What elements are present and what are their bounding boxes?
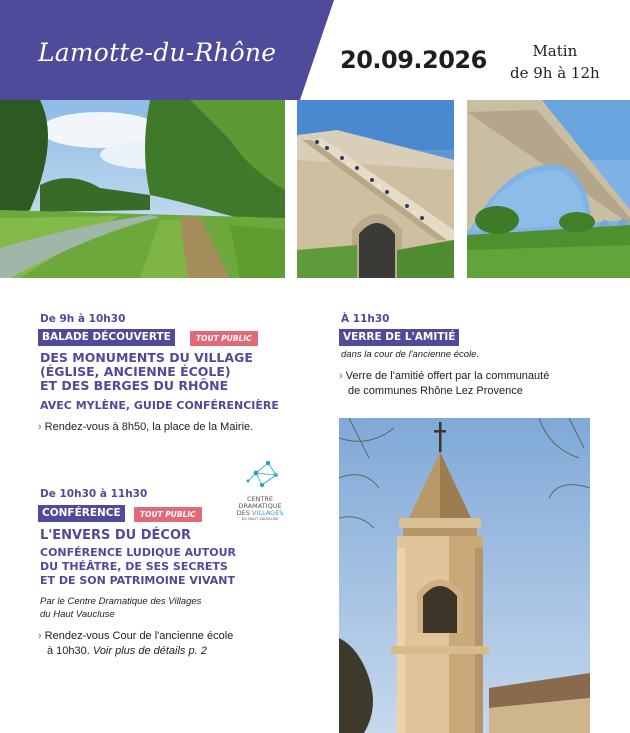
event2-subtitle-line: ET DE SON PATRIMOINE VIVANT (40, 574, 235, 587)
network-logo-icon (228, 457, 292, 491)
event1-title (40, 351, 310, 393)
event2-subtitle-line: DU THÉÂTRE, DE SES SECRETS (40, 560, 228, 573)
logo-text-des: DES (236, 509, 252, 517)
event1-time: De 9h à 10h30 (40, 313, 126, 325)
event3-time: À 11h30 (341, 313, 390, 325)
event2-note (38, 629, 233, 659)
chevron-right-icon: › (339, 370, 343, 382)
event3-place: dans la cour de l'ancienne école. (341, 349, 480, 360)
time-range-label: Matin (532, 42, 578, 60)
event2-organizer (40, 595, 201, 621)
event1-note (38, 420, 253, 435)
event3-note-line: de communes Rhône Lez Provence (348, 385, 523, 397)
event1-note-text: Rendez-vous à 8h50, la place de la Mairie. (44, 421, 254, 433)
photo-bell-tower (339, 418, 590, 733)
chevron-right-icon: › (38, 630, 42, 642)
photo-bridge (467, 100, 630, 278)
event2-more-details: Voir plus de détails p. 2 (92, 645, 207, 657)
logo-line: DU HAUT VAUCLUSE (241, 517, 279, 521)
logo-line (228, 510, 292, 517)
chevron-right-icon: › (38, 421, 42, 433)
event2-organizer-line: Par le Centre Dramatique des Villages (40, 596, 202, 607)
event2-title: L'ENVERS DU DÉCOR (40, 528, 192, 543)
event2-time: De 10h30 à 11h30 (40, 488, 148, 500)
photo-dam-stairs (297, 100, 454, 278)
event2-subtitle (40, 546, 310, 588)
event1-title-line: (ÉGLISE, ANCIENNE ÉCOLE) (40, 364, 231, 379)
event2-note-time: à 10h30. (47, 645, 90, 657)
event3-note-line: Verre de l'amitié offert par la communauté (345, 370, 550, 382)
village-name: Lamotte-du-Rhône (38, 38, 277, 67)
centre-dramatique-logo (228, 457, 292, 519)
event2-subtitle-line: CONFÉRENCE LUDIQUE AUTOUR (40, 546, 237, 559)
event2-note-text: Rendez-vous Cour de l'ancienne école (44, 630, 234, 642)
event1-title-line: DES MONUMENTS DU VILLAGE (40, 350, 253, 365)
event3-note (339, 369, 549, 399)
event2-audience-badge: TOUT PUBLIC (134, 507, 202, 522)
event2-category-tag: CONFÉRENCE (38, 505, 125, 522)
event2-organizer-line: du Haut Vaucluse (40, 609, 115, 620)
photo-canal (0, 100, 285, 278)
logo-line: DRAMATIQUE (238, 502, 282, 510)
logo-text-villages: VILLAGES (251, 509, 284, 517)
event3-category-tag: VERRE DE L'AMITIÉ (339, 329, 459, 346)
event1-guide: AVEC MYLÈNE, GUIDE CONFÉRENCIÈRE (40, 399, 279, 412)
time-range-hours: de 9h à 12h (510, 64, 600, 82)
event1-title-line: ET DES BERGES DU RHÔNE (40, 378, 229, 393)
time-range (510, 40, 600, 84)
event1-category-tag: BALADE DÉCOUVERTE (38, 329, 175, 346)
event1-audience-badge: TOUT PUBLIC (190, 331, 258, 346)
event-date: 20.09.2026 (340, 46, 487, 74)
logo-line: CENTRE (246, 495, 274, 503)
